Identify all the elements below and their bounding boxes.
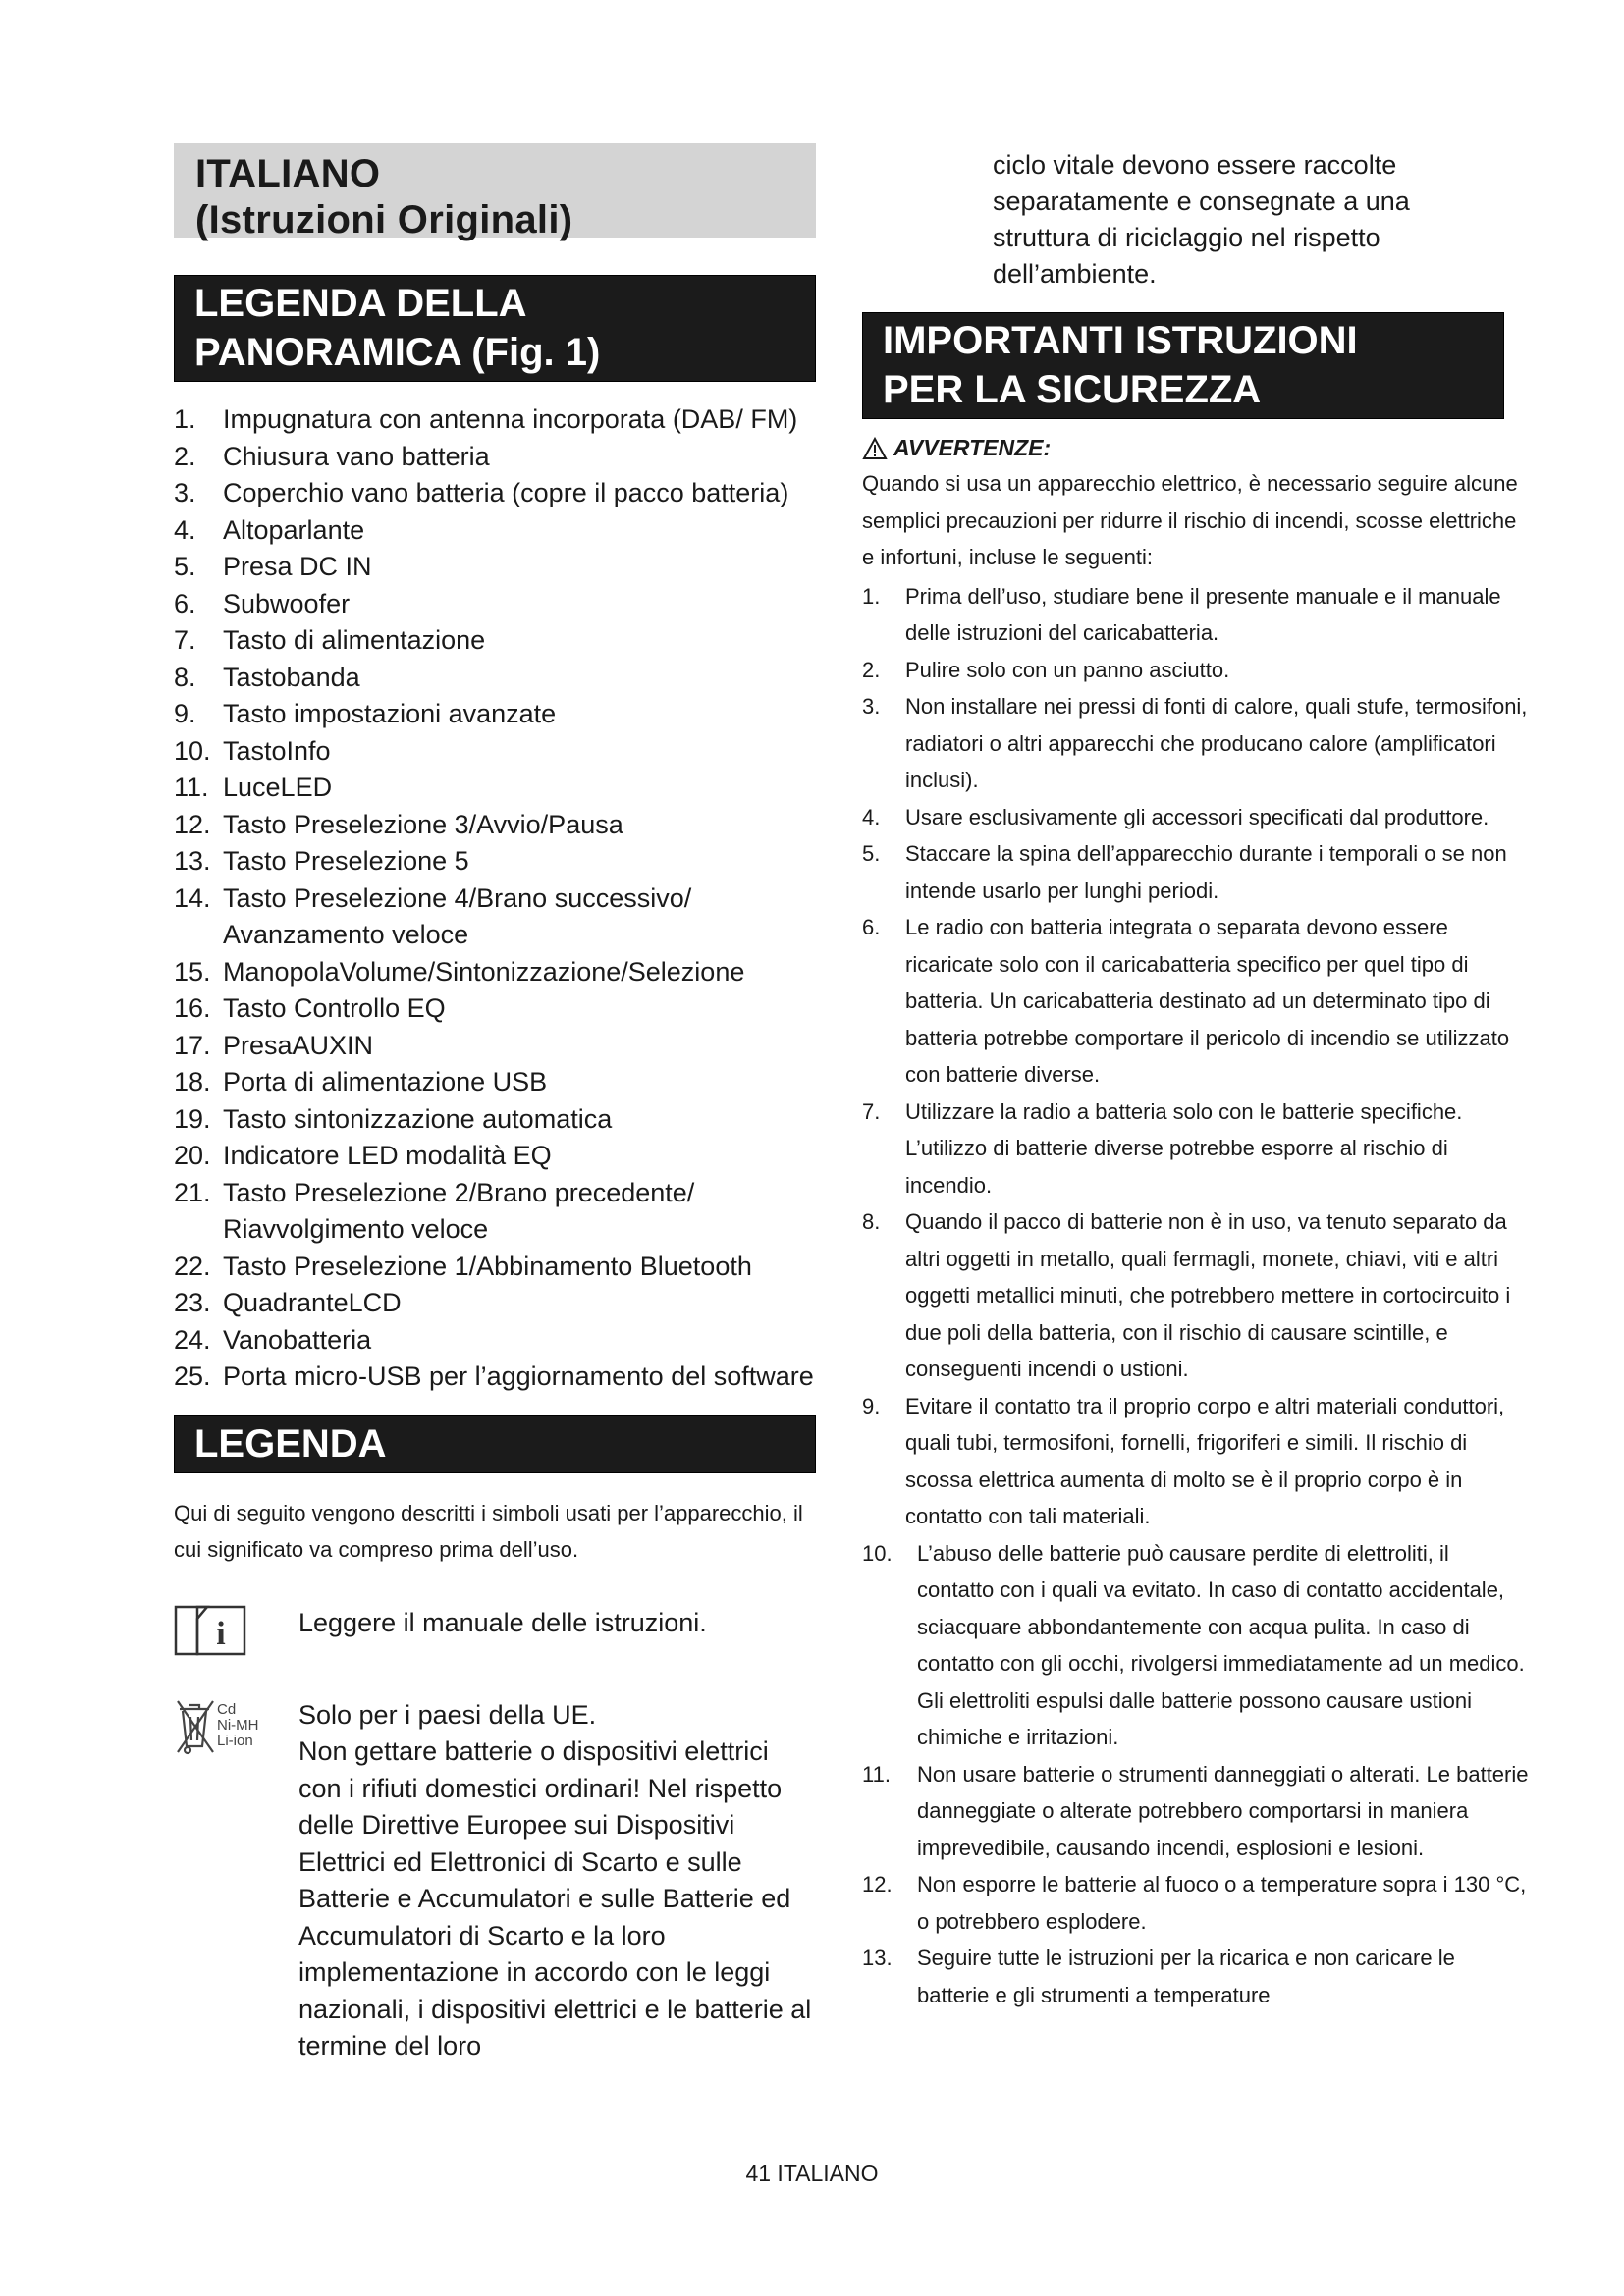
battery-label-nimh: Ni-MH xyxy=(217,1716,259,1734)
safety-heading xyxy=(862,312,1504,419)
legend-item-text: PresaAUXIN xyxy=(223,1030,374,1060)
legend-item-text: Tasto Preselezione 4/Brano successivo/ Avanzamento veloce xyxy=(223,882,692,949)
safety-item-number: 13. xyxy=(862,1946,893,1970)
legend-item-text: Tasto Preselezione 1/Abbinamento Bluetooth xyxy=(223,1251,752,1281)
symbol-row-manual xyxy=(174,1605,816,1661)
legend-item xyxy=(174,475,816,512)
legend-item-text: Porta di alimentazione USB xyxy=(223,1067,548,1096)
safety-item-text: Non usare batterie o strumenti danneggiati o alterati. Le batterie danneggiate o alterate potrebbero comportarsi in maniera imprevedibile, causando incendi, esplosioni e lesioni. xyxy=(917,1761,1529,1860)
safety-item xyxy=(862,1203,1530,1388)
legend-item-text: Indicatore LED modalità EQ xyxy=(223,1141,552,1170)
legend-item xyxy=(174,439,816,476)
legend-item-number: 23. xyxy=(174,1288,211,1317)
safety-item-text: Evitare il contatto tra il proprio corpo e altri materiali conduttori, quali tubi, termosifoni, fornelli, frigoriferi e simili. Il rischio di scossa elettrica aumenta di molto se è il proprio corpo è in contatto con tali materiali. xyxy=(905,1393,1505,1528)
legend-item xyxy=(174,696,816,733)
legend-item-number: 25. xyxy=(174,1362,211,1391)
legenda-heading-text: LEGENDA xyxy=(194,1421,387,1466)
legend-item-text: Tastobanda xyxy=(223,662,360,692)
legend-item-number: 10. xyxy=(174,735,211,766)
legend-item-text: Altoparlante xyxy=(223,514,365,545)
safety-item-text: Quando il pacco di batterie non è in uso, va tenuto separato da altri oggetti in metallo, quali fermagli, monete, chiavi, viti e altri oggetti metallici minuti, che potrebbero mettere in cortocircuito i due poli della batteria, con il rischio di causare scintille, e conseguenti incendi o ustioni. xyxy=(905,1209,1511,1381)
legend-item-text: TastoInfo xyxy=(223,735,331,766)
legenda-heading xyxy=(174,1415,816,1473)
safety-item-number: 7. xyxy=(862,1098,881,1124)
legend-item-number: 16. xyxy=(174,993,211,1023)
weee-bin-icon xyxy=(174,1697,298,2065)
legend-item xyxy=(174,1064,816,1101)
legend-item-number: 6. xyxy=(174,588,196,618)
legend-item-number: 14. xyxy=(174,882,211,913)
legend-item xyxy=(174,660,816,697)
weee-text xyxy=(298,1697,816,2065)
safety-list xyxy=(862,578,1530,2014)
safety-item xyxy=(862,1940,1530,2013)
safety-item xyxy=(862,1535,1530,1756)
legend-item-text: ManopolaVolume/Sintonizzazione/Selezione xyxy=(223,956,745,987)
legend-panorama-heading-line1: LEGENDA DELLA xyxy=(194,282,527,325)
weee-body: Non gettare batterie o dispositivi elettrici con i rifiuti domestici ordinari! Nel rispetto delle Direttive Europee sui Dispositivi Elettrici ed Elettronici di Scarto e sulle Batterie e Accumulatori e sulle Batterie ed Accumulatori di Scarto e la loro implementazione in accordo con le leggi nazionali, i dispositivi elettrici e le batterie al termine del loro xyxy=(298,1736,812,2060)
legend-item-text: LuceLED xyxy=(223,773,333,802)
legend-item-number: 5. xyxy=(174,552,196,581)
warning-label: AVVERTENZE: xyxy=(893,435,1052,460)
safety-item xyxy=(862,1094,1530,1204)
safety-item-number: 12. xyxy=(862,1872,893,1896)
legend-item xyxy=(174,622,816,660)
legend-item-number: 2. xyxy=(174,441,196,471)
legenda-intro: Qui di seguito vengono descritti i simboli usati per l’apparecchio, il cui significato va compreso prima dell’uso. xyxy=(174,1500,803,1562)
legend-item-number: 8. xyxy=(174,662,196,692)
legend-item xyxy=(174,881,816,954)
legend-item-text: Tasto Preselezione 2/Brano precedente/ Riavvolgimento veloce xyxy=(223,1177,695,1244)
legend-item-number: 24. xyxy=(174,1324,211,1355)
safety-item-number: 2. xyxy=(862,657,881,682)
page-footer: 41 ITALIANO xyxy=(745,2161,879,2186)
weee-continuation: ciclo vitale devono essere raccolte separatamente e consegnate a una struttura di riciclaggio nel rispetto dell’ambiente. xyxy=(993,150,1410,289)
legend-item xyxy=(174,1101,816,1139)
language-title: ITALIANO xyxy=(195,152,381,195)
legend-item xyxy=(174,1138,816,1175)
legend-item-number: 4. xyxy=(174,514,196,545)
legend-item-number: 7. xyxy=(174,625,196,655)
legend-item-text: Coperchio vano batteria (copre il pacco batteria) xyxy=(223,478,789,507)
safety-item-text: Utilizzare la radio a batteria solo con le batterie specifiche. L’utilizzo di batterie diverse potrebbe esporre al rischio di incendio. xyxy=(905,1098,1463,1198)
safety-item-number: 8. xyxy=(862,1209,881,1234)
safety-item xyxy=(862,835,1530,909)
safety-item-number: 11. xyxy=(862,1761,891,1787)
safety-item-text: Pulire solo con un panno asciutto. xyxy=(905,657,1230,682)
warning-triangle-icon xyxy=(862,437,888,460)
safety-item-number: 1. xyxy=(862,583,881,609)
legend-item-text: Tasto Preselezione 3/Avvio/Pausa xyxy=(223,809,623,839)
legend-item-text: Chiusura vano batteria xyxy=(223,441,490,471)
legend-item-number: 17. xyxy=(174,1030,211,1060)
safety-item-text: Non installare nei pressi di fonti di calore, quali stufe, termosifoni, radiatori o altri apparecchi che producano calore (amplificatori inclusi). xyxy=(905,694,1528,792)
legend-item-text: Tasto Controllo EQ xyxy=(223,993,446,1023)
safety-item-text: Le radio con batteria integrata o separata devono essere ricaricate solo con il caricabatteria specifico per quel tipo di batteria. Un caricabatteria destinato ad un determinato tipo di batteria potrebbe comportare il pericolo di incendio se utilizzato con batterie diverse. xyxy=(905,915,1510,1087)
legend-item-text: Porta micro-USB per l’aggiornamento del software xyxy=(223,1362,814,1391)
manual-info-text: Leggere il manuale delle istruzioni. xyxy=(298,1607,707,1637)
legend-item xyxy=(174,1285,816,1322)
legend-item-number: 22. xyxy=(174,1251,211,1281)
legend-item-number: 19. xyxy=(174,1103,211,1134)
legend-item xyxy=(174,1322,816,1360)
legend-item-number: 15. xyxy=(174,956,211,987)
safety-item xyxy=(862,799,1530,836)
legend-item xyxy=(174,1028,816,1065)
safety-item-number: 9. xyxy=(862,1393,881,1418)
svg-text:i: i xyxy=(216,1615,226,1652)
safety-item xyxy=(862,578,1530,652)
legend-item-text: Impugnatura con antenna incorporata (DAB/ FM) xyxy=(223,404,798,434)
legend-item-text: QuadranteLCD xyxy=(223,1288,402,1317)
legend-item xyxy=(174,549,816,586)
legend-item xyxy=(174,954,816,991)
legend-item-number: 9. xyxy=(174,699,196,728)
legend-item-number: 18. xyxy=(174,1067,211,1096)
legend-item-number: 1. xyxy=(174,404,196,434)
safety-item-text: Usare esclusivamente gli accessori specificati dal produttore. xyxy=(905,804,1489,829)
battery-label-cd: Cd xyxy=(217,1700,237,1718)
legend-item-text: Tasto Preselezione 5 xyxy=(223,846,469,876)
weee-title: Solo per i paesi della UE. xyxy=(298,1699,597,1730)
legend-item xyxy=(174,586,816,623)
legend-item xyxy=(174,1249,816,1286)
safety-heading-line1: IMPORTANTI ISTRUZIONI xyxy=(883,319,1358,362)
legend-item xyxy=(174,990,816,1028)
safety-item-number: 5. xyxy=(862,841,881,866)
legend-item-number: 13. xyxy=(174,846,211,876)
legend-panorama-list xyxy=(174,401,816,1396)
safety-item-text: Non esporre le batterie al fuoco o a temperature sopra i 130 °C, o potrebbero esplodere. xyxy=(917,1872,1527,1934)
safety-item-number: 6. xyxy=(862,915,881,939)
warning-header xyxy=(862,435,1530,461)
safety-item xyxy=(862,1866,1530,1940)
legend-item xyxy=(174,1359,816,1396)
language-title-box xyxy=(174,143,816,241)
safety-item-number: 4. xyxy=(862,804,881,829)
legend-item-number: 11. xyxy=(174,773,209,802)
legend-item-text: Tasto sintonizzazione automatica xyxy=(223,1103,613,1134)
legend-item xyxy=(174,512,816,550)
legend-item xyxy=(174,770,816,807)
legend-item xyxy=(174,733,816,771)
safety-item-number: 3. xyxy=(862,694,881,719)
safety-item xyxy=(862,909,1530,1094)
warning-intro: Quando si usa un apparecchio elettrico, è necessario seguire alcune semplici precauzioni per ridurre il rischio di incendi, scosse elettriche e infortuni, incluse le seguenti: xyxy=(862,471,1518,569)
legend-item xyxy=(174,1175,816,1249)
legend-item-text: Subwoofer xyxy=(223,588,351,618)
right-column xyxy=(862,143,1530,2013)
manual-info-icon xyxy=(174,1605,298,1661)
legend-item xyxy=(174,401,816,439)
safety-item-text: L’abuso delle batterie può causare perdite di elettroliti, il contatto con i quali va evitato. In caso di contatto accidentale, sciacquare abbondantemente con acqua pulita. In caso di contatto con gli occhi, rivolgersi immediatamente ad un medico. Gli elettroliti espulsi dalle batterie possono causare ustioni chimiche e irritazioni. xyxy=(917,1540,1525,1749)
legend-item-number: 3. xyxy=(174,478,196,507)
safety-item-text: Prima dell’uso, studiare bene il presente manuale e il manuale delle istruzioni del caricabatteria. xyxy=(905,583,1501,645)
legend-item-number: 21. xyxy=(174,1177,211,1207)
language-subtitle: (Istruzioni Originali) xyxy=(195,198,573,241)
battery-label-liion: Li-ion xyxy=(217,1732,253,1749)
legend-panorama-heading xyxy=(174,275,816,382)
legend-item-text: Tasto impostazioni avanzate xyxy=(223,699,557,728)
legend-item xyxy=(174,843,816,881)
legend-item xyxy=(174,807,816,844)
safety-item-number: 10. xyxy=(862,1540,893,1566)
legend-item-text: Tasto di alimentazione xyxy=(223,625,486,655)
legend-panorama-heading-line2: PANORAMICA (Fig. 1) xyxy=(194,331,601,374)
left-column xyxy=(174,143,816,2065)
legend-item-text: Presa DC IN xyxy=(223,552,372,581)
safety-item xyxy=(862,1756,1530,1867)
safety-item-text: Seguire tutte le istruzioni per la ricarica e non caricare le batterie e gli strumenti a temperature xyxy=(917,1946,1455,2007)
legend-item-number: 20. xyxy=(174,1141,211,1170)
safety-item xyxy=(862,688,1530,799)
safety-item xyxy=(862,652,1530,689)
safety-heading-line2: PER LA SICUREZZA xyxy=(883,368,1262,411)
symbol-row-weee xyxy=(174,1697,816,2065)
legend-item-number: 12. xyxy=(174,809,211,839)
legend-item-text: Vanobatteria xyxy=(223,1324,372,1355)
safety-item xyxy=(862,1388,1530,1535)
safety-item-text: Staccare la spina dell’apparecchio durante i temporali o se non intende usarlo per lunghi periodi. xyxy=(905,841,1507,903)
